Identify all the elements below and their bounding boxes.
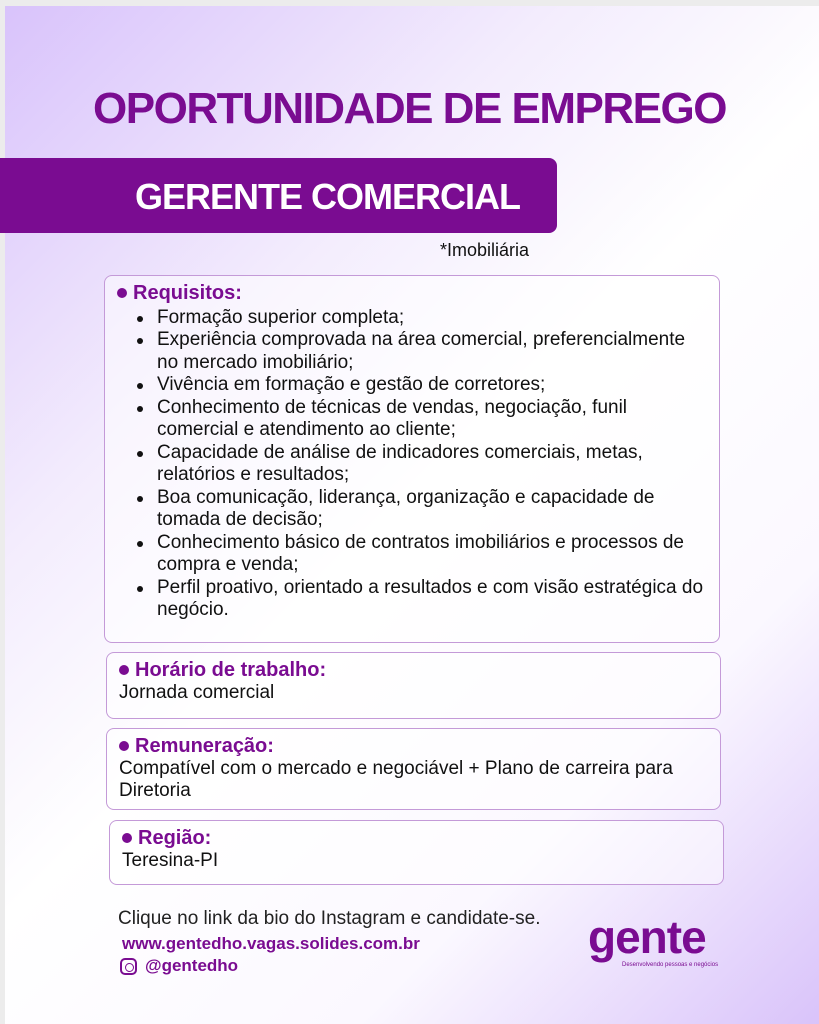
list-item: Experiência comprovada na área comercial, preferencialmente no mercado imobiliário; bbox=[129, 329, 707, 374]
horario-box bbox=[106, 652, 721, 719]
page-title: OPORTUNIDADE DE EMPREGO bbox=[93, 84, 726, 133]
list-item: Formação superior completa; bbox=[129, 307, 707, 330]
horario-heading: Horário de trabalho: bbox=[135, 659, 327, 681]
horario-value: Jornada comercial bbox=[119, 681, 275, 703]
regiao-value: Teresina-PI bbox=[122, 849, 219, 871]
list-item: Perfil proativo, orientado a resultados e com visão estratégica do negócio. bbox=[129, 577, 707, 622]
bullet-icon bbox=[117, 288, 127, 298]
cta-text: Clique no link da bio do Instagram e candidate-se. bbox=[118, 908, 541, 929]
remuneracao-value: Compatível com o mercado e negociável + Plano de carreira para Diretoria bbox=[119, 757, 673, 801]
job-subtitle: *Imobiliária bbox=[440, 240, 530, 260]
requisitos-box bbox=[104, 275, 720, 643]
list-item: Conhecimento básico de contratos imobiliários e processos de compra e venda; bbox=[129, 532, 707, 577]
job-title-banner: GERENTE COMERCIAL bbox=[0, 158, 557, 233]
requisitos-heading: Requisitos: bbox=[133, 282, 242, 304]
remuneracao-box bbox=[106, 728, 721, 810]
list-item: Vivência em formação e gestão de corretores; bbox=[129, 374, 707, 397]
regiao-heading: Região: bbox=[138, 827, 212, 849]
bullet-icon bbox=[122, 833, 132, 843]
bullet-icon bbox=[119, 741, 129, 751]
gente-logo bbox=[588, 911, 719, 968]
apply-link[interactable]: www.gentedho.vagas.solides.com.br bbox=[122, 934, 420, 953]
remuneracao-heading: Remuneração: bbox=[135, 735, 274, 757]
logo-word: gente bbox=[588, 911, 706, 963]
requisitos-list bbox=[129, 307, 707, 622]
list-item: Capacidade de análise de indicadores comerciais, metas, relatórios e resultados; bbox=[129, 442, 707, 487]
top-border bbox=[0, 0, 819, 6]
regiao-box bbox=[109, 820, 724, 885]
instagram-icon bbox=[120, 958, 137, 975]
instagram-handle-text: @gentedho bbox=[145, 956, 239, 975]
instagram-handle[interactable] bbox=[120, 956, 238, 976]
bullet-icon bbox=[119, 665, 129, 675]
list-item: Boa comunicação, liderança, organização e capacidade de tomada de decisão; bbox=[129, 487, 707, 532]
left-border bbox=[0, 0, 5, 1024]
logo-tagline: Desenvolvendo pessoas e negócios bbox=[622, 962, 719, 968]
list-item: Conhecimento de técnicas de vendas, negociação, funil comercial e atendimento ao cliente; bbox=[129, 397, 707, 442]
